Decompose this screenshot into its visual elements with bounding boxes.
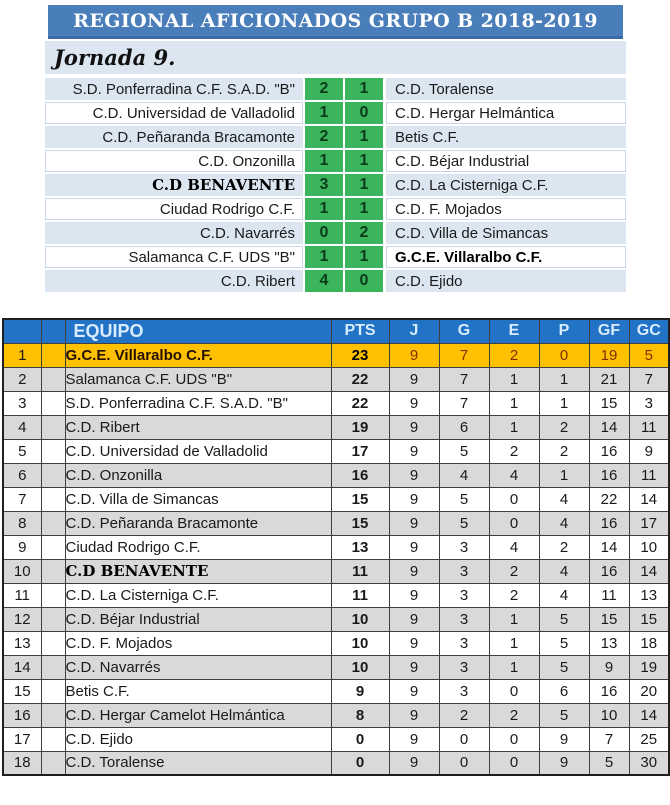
played-cell: 9 <box>389 727 439 751</box>
team-name: C.D. Béjar Industrial <box>65 610 200 628</box>
table-row <box>3 487 669 511</box>
position-cell: 2 <box>3 367 41 391</box>
home-score-cell: 2 <box>305 78 343 100</box>
team-cell <box>65 727 331 751</box>
table-row <box>3 751 669 775</box>
draws-cell: 0 <box>489 511 539 535</box>
table-row <box>3 511 669 535</box>
points-cell: 22 <box>331 367 389 391</box>
col-header-gc: GC <box>629 319 669 343</box>
table-row <box>3 727 669 751</box>
goals-against-cell: 17 <box>629 511 669 535</box>
losses-cell: 1 <box>539 367 589 391</box>
result-row <box>45 246 626 268</box>
badge-cell <box>41 559 65 583</box>
col-header-gf: GF <box>589 319 629 343</box>
home-score-cell: 0 <box>305 222 343 244</box>
losses-cell: 2 <box>539 535 589 559</box>
goals-for-cell: 19 <box>589 343 629 367</box>
team-name: G.C.E. Villaralbo C.F. <box>65 346 213 364</box>
points-cell: 13 <box>331 535 389 559</box>
team-name: C.D. Villa de Simancas <box>65 490 219 508</box>
team-cell <box>65 679 331 703</box>
jornada-band <box>45 41 626 74</box>
points-cell: 16 <box>331 463 389 487</box>
goals-for-cell: 7 <box>589 727 629 751</box>
points-cell: 8 <box>331 703 389 727</box>
position-cell: 17 <box>3 727 41 751</box>
draws-cell: 2 <box>489 343 539 367</box>
home-team-name: C.D. Onzonilla <box>198 152 295 170</box>
title-band <box>48 5 623 39</box>
table-row <box>3 439 669 463</box>
goals-against-cell: 7 <box>629 367 669 391</box>
goals-against-cell: 14 <box>629 559 669 583</box>
home-score-cell: 1 <box>305 150 343 172</box>
goals-for-cell: 10 <box>589 703 629 727</box>
goals-for-cell: 16 <box>589 559 629 583</box>
col-header-g: G <box>439 319 489 343</box>
wins-cell: 3 <box>439 679 489 703</box>
goals-for-cell: 14 <box>589 535 629 559</box>
result-row <box>45 78 626 100</box>
draws-cell: 2 <box>489 559 539 583</box>
home-team-name: Ciudad Rodrigo C.F. <box>159 200 295 218</box>
home-team-cell <box>45 78 303 100</box>
table-row <box>3 607 669 631</box>
played-cell: 9 <box>389 439 439 463</box>
played-cell: 9 <box>389 343 439 367</box>
played-cell: 9 <box>389 751 439 775</box>
table-row <box>3 655 669 679</box>
badge-cell <box>41 631 65 655</box>
badge-cell <box>41 535 65 559</box>
position-cell: 1 <box>3 343 41 367</box>
losses-cell: 2 <box>539 439 589 463</box>
badge-cell <box>41 487 65 511</box>
wins-cell: 3 <box>439 631 489 655</box>
goals-for-cell: 5 <box>589 751 629 775</box>
home-score-cell: 4 <box>305 270 343 292</box>
losses-cell: 9 <box>539 727 589 751</box>
played-cell: 9 <box>389 655 439 679</box>
away-team-cell <box>386 222 626 244</box>
home-team-name: S.D. Ponferradina C.F. S.A.D. "B" <box>72 80 295 98</box>
points-cell: 10 <box>331 631 389 655</box>
points-cell: 17 <box>331 439 389 463</box>
position-cell: 13 <box>3 631 41 655</box>
goals-against-cell: 10 <box>629 535 669 559</box>
away-team-name: Betis C.F. <box>395 128 460 146</box>
table-row <box>3 583 669 607</box>
goals-against-cell: 11 <box>629 463 669 487</box>
goals-against-cell: 14 <box>629 703 669 727</box>
away-team-cell <box>386 126 626 148</box>
standings-section <box>2 318 670 776</box>
badge-cell <box>41 679 65 703</box>
points-cell: 10 <box>331 607 389 631</box>
played-cell: 9 <box>389 631 439 655</box>
col-header-j: J <box>389 319 439 343</box>
losses-cell: 5 <box>539 655 589 679</box>
wins-cell: 5 <box>439 487 489 511</box>
played-cell: 9 <box>389 487 439 511</box>
wins-cell: 3 <box>439 607 489 631</box>
wins-cell: 3 <box>439 655 489 679</box>
col-header-position <box>3 319 41 343</box>
played-cell: 9 <box>389 559 439 583</box>
home-score-cell: 2 <box>305 126 343 148</box>
home-team-name: C.D. Ribert <box>220 272 295 290</box>
goals-against-cell: 18 <box>629 631 669 655</box>
jornada-label: Jornada 9. <box>54 45 176 70</box>
away-team-cell <box>386 246 626 268</box>
away-team-cell <box>386 198 626 220</box>
home-team-cell <box>45 150 303 172</box>
draws-cell: 0 <box>489 679 539 703</box>
result-row <box>45 270 626 292</box>
team-name: C.D BENAVENTE <box>65 562 209 580</box>
goals-for-cell: 16 <box>589 679 629 703</box>
losses-cell: 1 <box>539 463 589 487</box>
losses-cell: 4 <box>539 583 589 607</box>
standings-header-row <box>3 319 669 343</box>
team-name: C.D. Peñaranda Bracamonte <box>65 514 259 532</box>
away-score-cell: 0 <box>345 270 383 292</box>
home-team-cell <box>45 198 303 220</box>
table-row <box>3 535 669 559</box>
home-team-cell <box>45 102 303 124</box>
home-score-cell: 1 <box>305 198 343 220</box>
played-cell: 9 <box>389 703 439 727</box>
team-cell <box>65 367 331 391</box>
losses-cell: 4 <box>539 511 589 535</box>
goals-against-cell: 11 <box>629 415 669 439</box>
points-cell: 9 <box>331 679 389 703</box>
team-name: C.D. La Cisterniga C.F. <box>65 586 219 604</box>
away-team-cell <box>386 102 626 124</box>
draws-cell: 0 <box>489 727 539 751</box>
table-row <box>3 367 669 391</box>
position-cell: 11 <box>3 583 41 607</box>
home-team-name: C.D. Peñaranda Bracamonte <box>102 128 295 146</box>
goals-for-cell: 14 <box>589 415 629 439</box>
results-list <box>45 78 626 292</box>
away-team-name: C.D. Ejido <box>395 272 463 290</box>
home-score-cell: 3 <box>305 174 343 196</box>
team-cell <box>65 343 331 367</box>
points-cell: 0 <box>331 727 389 751</box>
draws-cell: 1 <box>489 391 539 415</box>
position-cell: 10 <box>3 559 41 583</box>
team-cell <box>65 583 331 607</box>
result-row <box>45 102 626 124</box>
points-cell: 10 <box>331 655 389 679</box>
goals-for-cell: 11 <box>589 583 629 607</box>
badge-cell <box>41 583 65 607</box>
standings-table <box>2 318 670 776</box>
wins-cell: 7 <box>439 343 489 367</box>
team-cell <box>65 559 331 583</box>
away-team-cell <box>386 174 626 196</box>
col-header-e: E <box>489 319 539 343</box>
away-team-name: C.D. Villa de Simancas <box>395 224 549 242</box>
draws-cell: 2 <box>489 583 539 607</box>
badge-cell <box>41 607 65 631</box>
col-header-badge <box>41 319 65 343</box>
result-row <box>45 174 626 196</box>
team-name: Ciudad Rodrigo C.F. <box>65 538 201 556</box>
home-team-name: C.D BENAVENTE <box>152 176 295 194</box>
team-name: C.D. F. Mojados <box>65 634 173 652</box>
col-header-p: P <box>539 319 589 343</box>
goals-against-cell: 14 <box>629 487 669 511</box>
draws-cell: 2 <box>489 703 539 727</box>
away-score-cell: 1 <box>345 150 383 172</box>
position-cell: 6 <box>3 463 41 487</box>
draws-cell: 2 <box>489 439 539 463</box>
team-name: C.D. Ejido <box>65 730 134 748</box>
badge-cell <box>41 727 65 751</box>
position-cell: 4 <box>3 415 41 439</box>
team-cell <box>65 463 331 487</box>
wins-cell: 4 <box>439 463 489 487</box>
badge-cell <box>41 439 65 463</box>
table-row <box>3 679 669 703</box>
goals-against-cell: 9 <box>629 439 669 463</box>
played-cell: 9 <box>389 367 439 391</box>
team-cell <box>65 415 331 439</box>
goals-for-cell: 21 <box>589 367 629 391</box>
team-cell <box>65 439 331 463</box>
losses-cell: 2 <box>539 415 589 439</box>
away-score-cell: 1 <box>345 78 383 100</box>
team-name: C.D. Universidad de Valladolid <box>65 442 268 460</box>
played-cell: 9 <box>389 607 439 631</box>
goals-against-cell: 25 <box>629 727 669 751</box>
position-cell: 9 <box>3 535 41 559</box>
table-row <box>3 343 669 367</box>
position-cell: 8 <box>3 511 41 535</box>
goals-for-cell: 16 <box>589 463 629 487</box>
wins-cell: 6 <box>439 415 489 439</box>
points-cell: 19 <box>331 415 389 439</box>
goals-for-cell: 15 <box>589 607 629 631</box>
team-cell <box>65 631 331 655</box>
team-name: C.D. Hergar Camelot Helmántica <box>65 706 285 724</box>
col-header-equipo: EQUIPO <box>65 319 331 343</box>
wins-cell: 2 <box>439 703 489 727</box>
result-row <box>45 150 626 172</box>
team-name: Betis C.F. <box>65 682 130 700</box>
goals-for-cell: 16 <box>589 511 629 535</box>
table-row <box>3 391 669 415</box>
losses-cell: 5 <box>539 631 589 655</box>
away-score-cell: 1 <box>345 126 383 148</box>
away-team-name: C.D. Béjar Industrial <box>395 152 530 170</box>
wins-cell: 5 <box>439 439 489 463</box>
played-cell: 9 <box>389 583 439 607</box>
position-cell: 3 <box>3 391 41 415</box>
position-cell: 12 <box>3 607 41 631</box>
away-team-cell <box>386 270 626 292</box>
home-team-cell <box>45 246 303 268</box>
goals-for-cell: 13 <box>589 631 629 655</box>
draws-cell: 0 <box>489 751 539 775</box>
draws-cell: 1 <box>489 607 539 631</box>
away-team-name: C.D. Toralense <box>395 80 494 98</box>
home-score-cell: 1 <box>305 246 343 268</box>
away-team-name: G.C.E. Villaralbo C.F. <box>395 248 543 266</box>
goals-against-cell: 13 <box>629 583 669 607</box>
played-cell: 9 <box>389 463 439 487</box>
away-team-name: C.D. La Cisterniga C.F. <box>395 176 549 194</box>
team-cell <box>65 607 331 631</box>
badge-cell <box>41 367 65 391</box>
badge-cell <box>41 463 65 487</box>
draws-cell: 1 <box>489 631 539 655</box>
badge-cell <box>41 655 65 679</box>
team-cell <box>65 511 331 535</box>
away-score-cell: 1 <box>345 174 383 196</box>
team-name: C.D. Onzonilla <box>65 466 163 484</box>
goals-for-cell: 16 <box>589 439 629 463</box>
goals-for-cell: 15 <box>589 391 629 415</box>
points-cell: 15 <box>331 487 389 511</box>
away-team-name: C.D. Hergar Helmántica <box>395 104 555 122</box>
col-header-pts: PTS <box>331 319 389 343</box>
team-cell <box>65 391 331 415</box>
points-cell: 22 <box>331 391 389 415</box>
team-name: C.D. Navarrés <box>65 658 161 676</box>
losses-cell: 5 <box>539 703 589 727</box>
team-cell <box>65 535 331 559</box>
wins-cell: 3 <box>439 583 489 607</box>
points-cell: 15 <box>331 511 389 535</box>
wins-cell: 0 <box>439 727 489 751</box>
home-team-name: C.D. Universidad de Valladolid <box>92 104 295 122</box>
away-score-cell: 1 <box>345 198 383 220</box>
away-team-name: C.D. F. Mojados <box>395 200 502 218</box>
team-name: Salamanca C.F. UDS "B" <box>65 370 233 388</box>
home-team-cell <box>45 222 303 244</box>
losses-cell: 6 <box>539 679 589 703</box>
position-cell: 15 <box>3 679 41 703</box>
team-cell <box>65 655 331 679</box>
wins-cell: 0 <box>439 751 489 775</box>
away-team-cell <box>386 150 626 172</box>
points-cell: 11 <box>331 559 389 583</box>
home-team-name: C.D. Navarrés <box>199 224 295 242</box>
wins-cell: 7 <box>439 391 489 415</box>
badge-cell <box>41 343 65 367</box>
position-cell: 16 <box>3 703 41 727</box>
table-row <box>3 559 669 583</box>
table-row <box>3 415 669 439</box>
goals-against-cell: 15 <box>629 607 669 631</box>
losses-cell: 9 <box>539 751 589 775</box>
page-title: REGIONAL AFICIONADOS GRUPO B 2018-2019 <box>73 9 598 32</box>
goals-against-cell: 5 <box>629 343 669 367</box>
table-row <box>3 631 669 655</box>
goals-for-cell: 22 <box>589 487 629 511</box>
result-row <box>45 222 626 244</box>
away-team-cell <box>386 78 626 100</box>
position-cell: 7 <box>3 487 41 511</box>
position-cell: 5 <box>3 439 41 463</box>
draws-cell: 1 <box>489 655 539 679</box>
badge-cell <box>41 391 65 415</box>
standings-body <box>3 343 669 775</box>
team-cell <box>65 703 331 727</box>
goals-against-cell: 19 <box>629 655 669 679</box>
draws-cell: 1 <box>489 415 539 439</box>
table-row <box>3 703 669 727</box>
wins-cell: 3 <box>439 535 489 559</box>
played-cell: 9 <box>389 511 439 535</box>
position-cell: 14 <box>3 655 41 679</box>
result-row <box>45 198 626 220</box>
home-team-cell <box>45 270 303 292</box>
played-cell: 9 <box>389 391 439 415</box>
draws-cell: 4 <box>489 535 539 559</box>
team-name: C.D. Ribert <box>65 418 140 436</box>
played-cell: 9 <box>389 679 439 703</box>
home-team-name: Salamanca C.F. UDS "B" <box>128 248 295 266</box>
badge-cell <box>41 415 65 439</box>
draws-cell: 4 <box>489 463 539 487</box>
results-section <box>45 5 626 292</box>
goals-against-cell: 20 <box>629 679 669 703</box>
badge-cell <box>41 703 65 727</box>
losses-cell: 4 <box>539 487 589 511</box>
played-cell: 9 <box>389 415 439 439</box>
wins-cell: 7 <box>439 367 489 391</box>
badge-cell <box>41 751 65 775</box>
played-cell: 9 <box>389 535 439 559</box>
team-cell <box>65 487 331 511</box>
home-team-cell <box>45 126 303 148</box>
goals-against-cell: 3 <box>629 391 669 415</box>
position-cell: 18 <box>3 751 41 775</box>
goals-against-cell: 30 <box>629 751 669 775</box>
team-cell <box>65 751 331 775</box>
badge-cell <box>41 511 65 535</box>
goals-for-cell: 9 <box>589 655 629 679</box>
wins-cell: 5 <box>439 511 489 535</box>
home-team-cell <box>45 174 303 196</box>
losses-cell: 0 <box>539 343 589 367</box>
result-row <box>45 126 626 148</box>
away-score-cell: 1 <box>345 246 383 268</box>
away-score-cell: 2 <box>345 222 383 244</box>
table-row <box>3 463 669 487</box>
draws-cell: 0 <box>489 487 539 511</box>
wins-cell: 3 <box>439 559 489 583</box>
points-cell: 23 <box>331 343 389 367</box>
points-cell: 11 <box>331 583 389 607</box>
home-score-cell: 1 <box>305 102 343 124</box>
losses-cell: 4 <box>539 559 589 583</box>
away-score-cell: 0 <box>345 102 383 124</box>
team-name: C.D. Toralense <box>65 754 165 772</box>
points-cell: 0 <box>331 751 389 775</box>
losses-cell: 5 <box>539 607 589 631</box>
draws-cell: 1 <box>489 367 539 391</box>
team-name: S.D. Ponferradina C.F. S.A.D. "B" <box>65 394 288 412</box>
losses-cell: 1 <box>539 391 589 415</box>
